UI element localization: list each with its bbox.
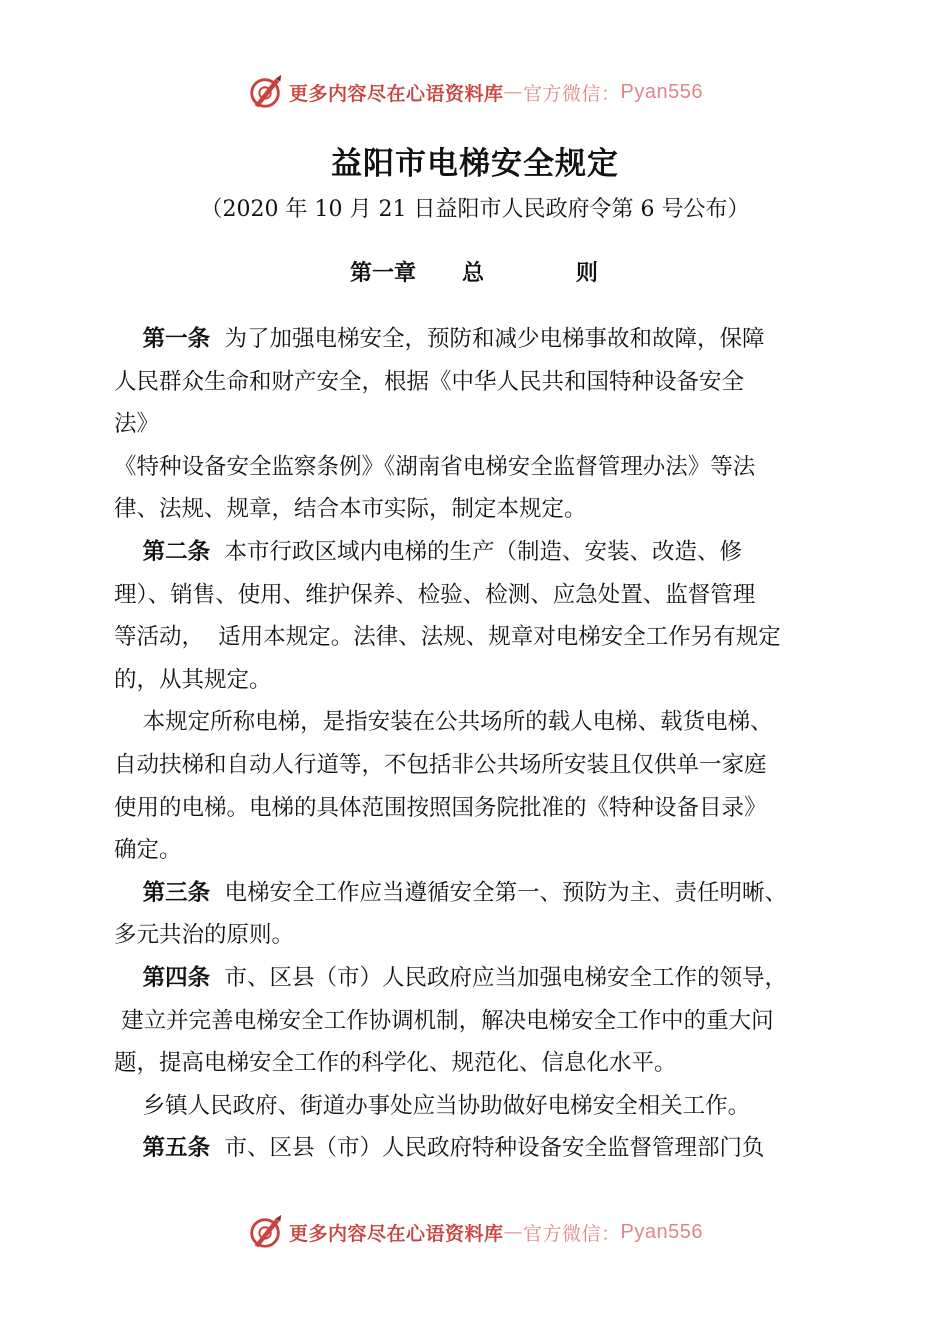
text-line [114, 1127, 874, 1170]
chapter-name-second: 则 [575, 261, 598, 286]
bottom-watermark [0, 1212, 950, 1252]
watermark-main-text: 更多内容尽在心语资料库 [289, 82, 504, 105]
line-text: 为了加强电梯安全，预防和减少电梯事故和故障，保障 [224, 326, 765, 352]
article-label: 第五条 [142, 1135, 211, 1162]
text-line [114, 701, 874, 744]
watermark-main-text: 更多内容尽在心语资料库 [289, 1222, 504, 1245]
line-text: 市、区县（市）人民政府特种设备安全监督管理部门负 [224, 1135, 765, 1162]
text-line: 确定。 [114, 837, 182, 864]
text-line [114, 1085, 874, 1128]
article-label: 第四条 [142, 964, 211, 991]
line-text: 本规定所称电梯，是指安装在公共场所的载人电梯、载货电梯、 [142, 709, 773, 736]
watermark-wechat-id: Pyan556 [620, 1220, 703, 1243]
chapter-name-first: 总 [461, 261, 484, 286]
chapter-number: 第一章 [350, 261, 417, 286]
watermark-separator: — [503, 1221, 524, 1243]
text-line: 律、法规、规章，结合本市实际，制定本规定。 [114, 496, 587, 523]
text-line: 等活动， 适用本规定。法律、法规、规章对电梯安全工作另有规定 [114, 624, 781, 651]
line-text: 建立并完善电梯安全工作协调机制，解决电梯安全工作中的重大问 [121, 1007, 774, 1034]
line-text: 本市行政区域内电梯的生产（制造、安装、改造、修 [224, 538, 742, 565]
document-body [114, 318, 874, 1170]
text-line: 的，从其规定。 [114, 666, 272, 693]
text-line [114, 318, 874, 361]
text-line: 《特种设备安全监察条例》《湖南省电梯安全监督管理办法》等法 [114, 453, 756, 480]
pen-logo-icon [247, 73, 285, 111]
chapter-heading [350, 256, 598, 287]
text-line: 题，提高电梯安全工作的科学化、规范化、信息化水平。 [114, 1050, 677, 1077]
document-title: 益阳市电梯安全规定 [331, 146, 619, 182]
text-line [114, 1000, 874, 1043]
text-line [114, 872, 874, 915]
watermark-sub-text: 官方微信： [523, 1222, 621, 1245]
pen-logo-icon [247, 1213, 285, 1251]
text-line: 自动扶梯和自动人行道等，不包括非公共场所安装且仅供单一家庭 [114, 751, 767, 778]
text-line: 法》 [114, 411, 160, 438]
top-watermark [0, 72, 950, 112]
article-label: 第一条 [142, 326, 211, 352]
line-text: 乡镇人民政府、街道办事处应当协助做好电梯安全相关工作。 [142, 1092, 751, 1119]
document-subtitle: （2020 年 10 月 21 日益阳市人民政府令第 6 号公布） [200, 197, 750, 222]
article-label: 第三条 [142, 879, 211, 906]
article-label: 第二条 [142, 538, 211, 565]
text-line [114, 957, 874, 1000]
text-line: 多元共治的原则。 [114, 922, 295, 949]
text-line [114, 531, 874, 574]
watermark-separator: — [503, 81, 524, 103]
watermark-sub-text: 官方微信： [523, 82, 621, 105]
watermark-wechat-id: Pyan556 [620, 80, 703, 103]
line-text: 电梯安全工作应当遵循安全第一、预防为主、责任明晰、 [224, 879, 787, 906]
line-text: 市、区县（市）人民政府应当加强电梯安全工作的领导， [224, 964, 787, 991]
text-line: 使用的电梯。电梯的具体范围按照国务院批准的《特种设备目录》 [114, 794, 767, 821]
text-line: 人民群众生命和财产安全，根据《中华人民共和国特种设备安全 [114, 368, 745, 395]
text-line: 理）、销售、使用、维护保养、检验、检测、应急处置、监督管理 [114, 581, 756, 608]
